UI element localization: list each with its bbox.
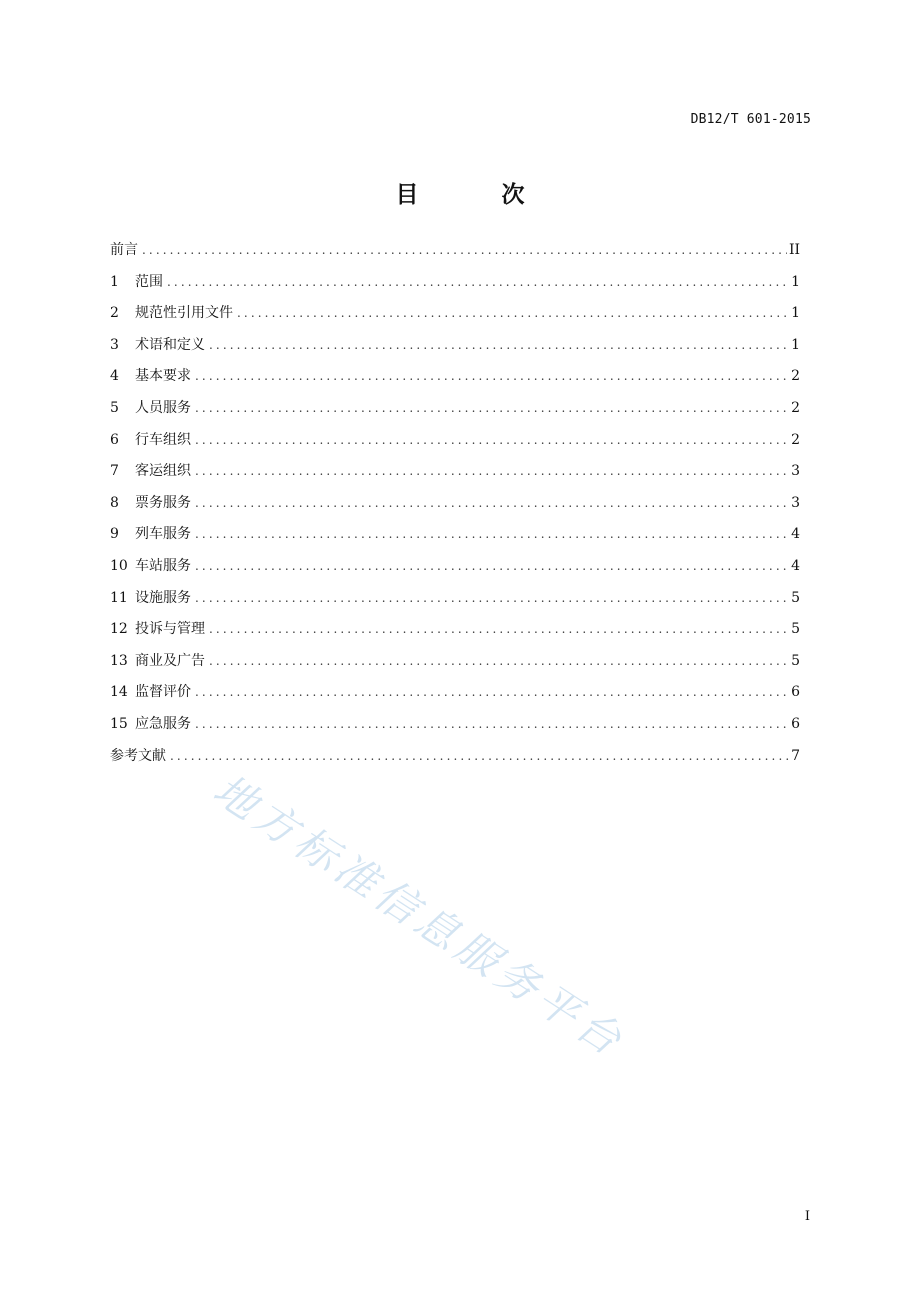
toc-entry-label: 规范性引用文件 (135, 305, 233, 322)
toc-entry-page: 1 (791, 305, 800, 322)
toc-entry-number: 9 (110, 526, 119, 543)
toc-entry-page: 7 (791, 747, 800, 764)
toc-entry-page: 5 (791, 621, 800, 638)
toc-entry-9[interactable] (110, 523, 800, 555)
toc-entry-page: II (788, 242, 800, 258)
toc-entry-label: 监督评价 (135, 684, 191, 701)
toc-leader-dots (209, 338, 789, 352)
toc-entry-label: 前言 (110, 242, 138, 258)
page-number: I (804, 1209, 810, 1224)
toc-entry-14[interactable] (110, 681, 800, 713)
toc-entry-11[interactable] (110, 587, 800, 619)
toc-entry-label: 术语和定义 (135, 336, 205, 353)
toc-entry-13[interactable] (110, 650, 800, 682)
toc-entry-label: 应急服务 (135, 715, 191, 732)
toc-leader-dots (195, 559, 789, 573)
toc-leader-dots (195, 401, 789, 415)
toc-leader-dots (209, 654, 789, 668)
toc-entry-number: 12 (110, 621, 128, 638)
toc-entry-label: 票务服务 (135, 494, 191, 511)
toc-entry-page: 2 (791, 431, 800, 448)
table-of-contents (110, 239, 800, 776)
toc-leader-dots (142, 243, 787, 257)
toc-entry-page: 2 (791, 399, 800, 416)
toc-entry-page: 1 (791, 336, 800, 353)
toc-entry-label: 投诉与管理 (135, 621, 205, 638)
toc-entry-page: 5 (791, 589, 800, 606)
toc-entry-number: 2 (110, 305, 119, 322)
toc-leader-dots (195, 717, 789, 731)
toc-entry-label: 设施服务 (135, 589, 191, 606)
toc-entry-label: 参考文献 (110, 747, 166, 764)
watermark-text: 地方标准信息服务平台 (204, 764, 635, 1068)
toc-entry-number: 10 (110, 557, 128, 574)
toc-entry-15[interactable] (110, 713, 800, 745)
toc-entry-label: 人员服务 (135, 399, 191, 416)
toc-entry-12[interactable] (110, 618, 800, 650)
toc-entry-number: 6 (110, 431, 119, 448)
toc-entry-10[interactable] (110, 555, 800, 587)
toc-leader-dots (195, 464, 789, 478)
toc-entry-number: 15 (110, 715, 128, 732)
toc-entry-number: 7 (110, 463, 119, 480)
toc-leader-dots (167, 275, 789, 289)
toc-leader-dots (195, 496, 789, 510)
toc-entry-7[interactable] (110, 460, 800, 492)
toc-entry-6[interactable] (110, 429, 800, 461)
toc-entry-number: 5 (110, 399, 119, 416)
toc-entry-references[interactable] (110, 745, 800, 777)
toc-leader-dots (209, 622, 789, 636)
toc-entry-number: 1 (110, 273, 119, 290)
toc-entry-label: 车站服务 (135, 557, 191, 574)
toc-entry-5[interactable] (110, 397, 800, 429)
toc-entry-label: 列车服务 (135, 526, 191, 543)
toc-entry-page: 6 (791, 715, 800, 732)
toc-entry-page: 1 (791, 273, 800, 290)
toc-entry-label: 范围 (135, 273, 163, 290)
toc-leader-dots (195, 685, 789, 699)
toc-entry-label: 客运组织 (135, 463, 191, 480)
toc-entry-4[interactable] (110, 365, 800, 397)
toc-entry-label: 行车组织 (135, 431, 191, 448)
toc-entry-page: 2 (791, 368, 800, 385)
toc-entry-number: 11 (110, 589, 128, 606)
toc-entry-3[interactable] (110, 334, 800, 366)
toc-entry-page: 3 (791, 494, 800, 511)
toc-entry-page: 6 (791, 684, 800, 701)
toc-leader-dots (195, 369, 789, 383)
toc-leader-dots (170, 749, 789, 763)
toc-entry-page: 5 (791, 652, 800, 669)
toc-leader-dots (195, 433, 789, 447)
toc-entry-page: 4 (791, 526, 800, 543)
toc-entry-preface[interactable] (110, 239, 800, 271)
toc-entry-label: 基本要求 (135, 368, 191, 385)
toc-entry-number: 13 (110, 652, 128, 669)
toc-entry-2[interactable] (110, 302, 800, 334)
toc-entry-number: 8 (110, 494, 119, 511)
toc-entry-label: 商业及广告 (135, 652, 205, 669)
document-code: DB12/T 601-2015 (690, 112, 811, 127)
toc-entry-number: 14 (110, 684, 128, 701)
toc-entry-1[interactable] (110, 271, 800, 303)
page-title: 目 次 (395, 182, 555, 208)
toc-entry-number: 4 (110, 368, 119, 385)
toc-entry-page: 3 (791, 463, 800, 480)
toc-leader-dots (237, 306, 789, 320)
toc-entry-8[interactable] (110, 492, 800, 524)
toc-leader-dots (195, 591, 789, 605)
toc-leader-dots (195, 527, 789, 541)
toc-entry-page: 4 (791, 557, 800, 574)
toc-entry-number: 3 (110, 336, 119, 353)
